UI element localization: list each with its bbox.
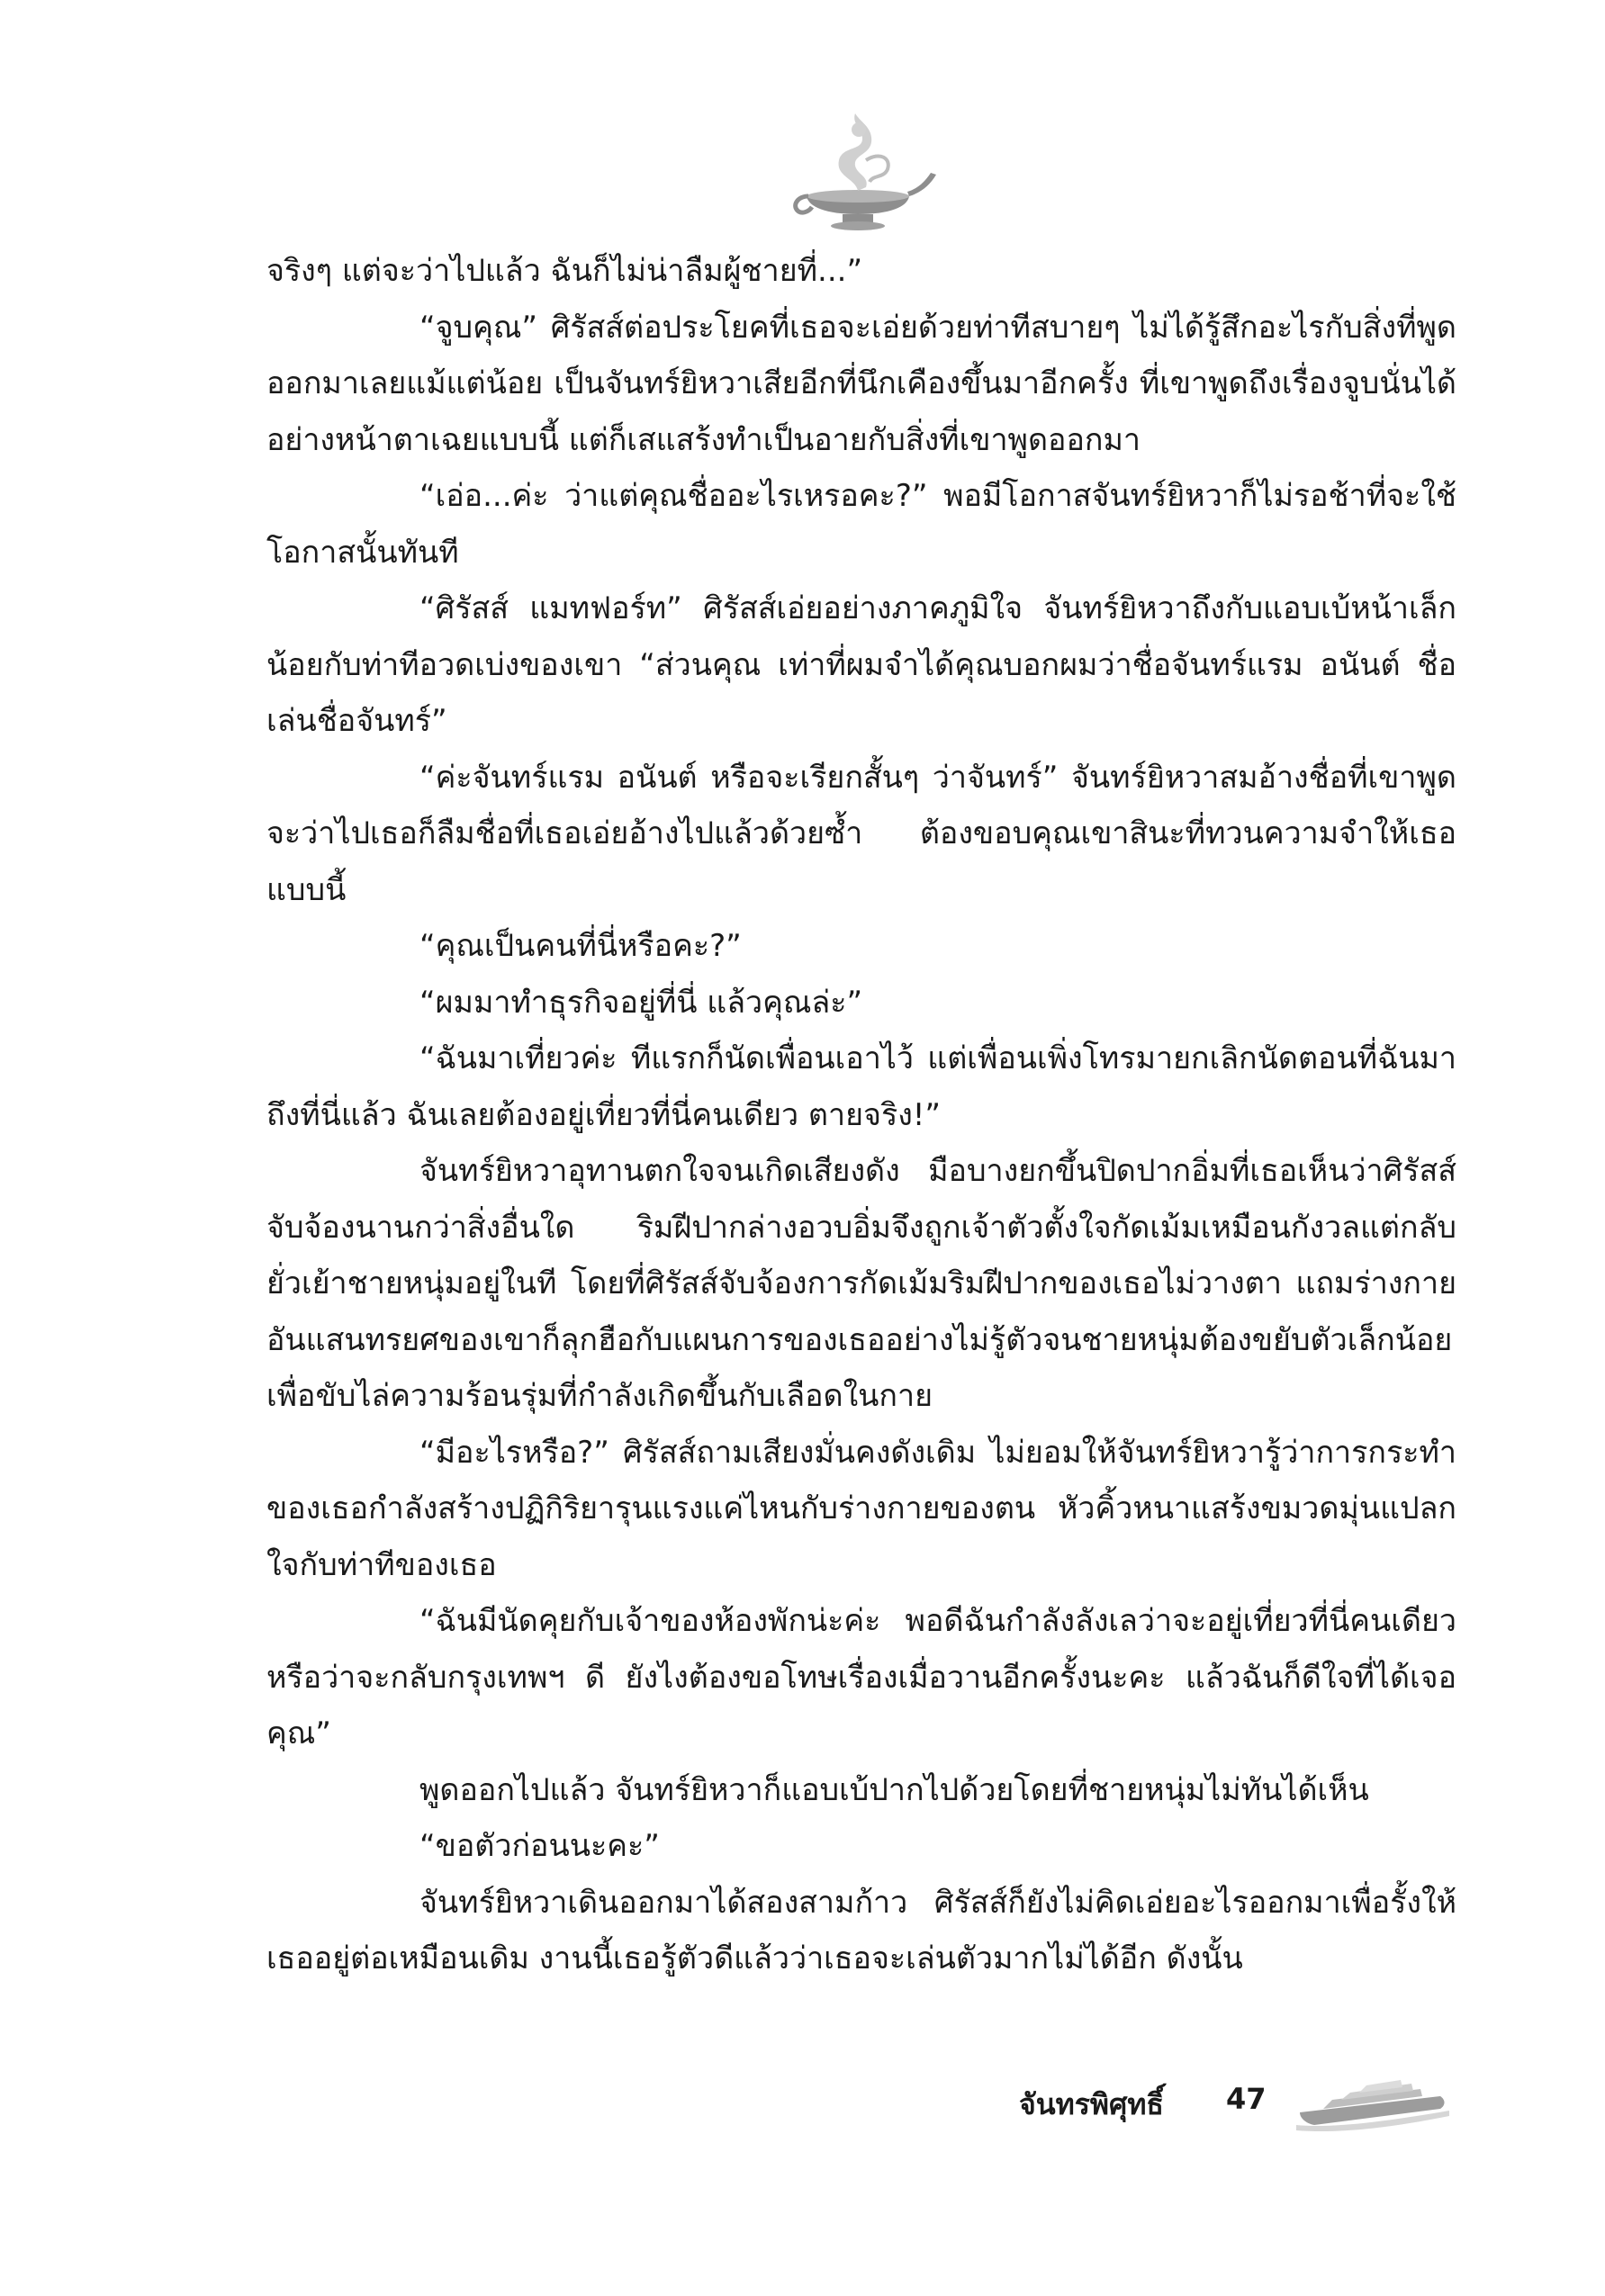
running-title: จันทรพิศุทธิ์ xyxy=(1019,2087,1164,2121)
paragraph: “ฉันมาเที่ยวค่ะ ทีแรกก็นัดเพื่อนเอาไว้ แต่เพื่อนเพิ่งโทรมายกเลิกนัดตอนที่ฉันมาถึงที่นี่แล้ว ฉันเลยต้องอยู่เที่ยวที่นี่คนเดียว ตายจริง!” xyxy=(266,1040,1456,1133)
paragraph: จันทร์ยิหวาเดินออกมาได้สองสามก้าว ศิรัสส์ก็ยังไม่คิดเอ่ยอะไรออกมาเพื่อรั้งให้เธออยู่ต่อเหมือนเดิม งานนี้เธอรู้ตัวดีแล้วว่าเธอจะเล่นตัวมากไม่ได้อีก ดังนั้น xyxy=(266,1884,1456,1976)
paragraph: “ขอตัวก่อนนะคะ” xyxy=(419,1828,660,1864)
page-footer xyxy=(990,2066,1494,2138)
paragraph: “ค่ะจันทร์แรม อนันต์ หรือจะเรียกสั้นๆ ว่าจันทร์” จันทร์ยิหวาสมอ้างชื่อที่เขาพูด จะว่าไปเธอก็ลืมชื่อที่เธอเอ่ยอ้างไปแล้วด้วยซ้ำ ต้องขอบคุณเขาสินะที่ทวนความจำให้เธอแบบนี้ xyxy=(266,759,1456,908)
paragraph: จริงๆ แต่จะว่าไปแล้ว ฉันก็ไม่น่าลืมผู้ชายที่...” xyxy=(266,253,863,289)
genie-lamp-icon xyxy=(772,106,943,250)
paragraph: “จูบคุณ” ศิรัสส์ต่อประโยคที่เธอจะเอ่ยด้วยท่าทีสบายๆ ไม่ได้รู้สึกอะไรกับสิ่งที่พูดออกมาเลยแม้แต่น้อย เป็นจันทร์ยิหวาเสียอีกที่นึกเคืองขึ้นมาอีกครั้ง ที่เขาพูดถึงเรื่องจูบนั่นได้อย่างหน้าตาเฉยแบบนี้ แต่ก็เสแสร้งทำเป็นอายกับสิ่งที่เขาพูดออกมา xyxy=(266,309,1456,458)
story-text xyxy=(266,243,1456,1987)
paragraph: “ศิรัสส์ แมทฟอร์ท” ศิรัสส์เอ่ยอย่างภาคภูมิใจ จันทร์ยิหวาถึงกับแอบเบ้หน้าเล็กน้อยกับท่าทีอวดเบ่งของเขา “ส่วนคุณ เท่าที่ผมจำได้คุณบอกผมว่าชื่อจันทร์แรม อนันต์ ชื่อเล่นชื่อจันทร์” xyxy=(266,590,1456,739)
paragraph: พูดออกไปแล้ว จันทร์ยิหวาก็แอบเบ้ปากไปด้วยโดยที่ชายหนุ่มไม่ทันได้เห็น xyxy=(419,1771,1369,1808)
paragraph: “คุณเป็นคนที่นี่หรือคะ?” xyxy=(419,928,742,964)
paragraph: “มีอะไรหรือ?” ศิรัสส์ถามเสียงมั่นคงดังเดิม ไม่ยอมให้จันทร์ยิหวารู้ว่าการกระทำของเธอกำลังสร้างปฏิกิริยารุนแรงแค่ไหนกับร่างกายของตน หัวคิ้วหนาแสร้งขมวดมุ่นแปลกใจกับท่าทีของเธอ xyxy=(266,1434,1456,1583)
paragraph: จันทร์ยิหวาอุทานตกใจจนเกิดเสียงดัง มือบางยกขึ้นปิดปากอิ่มที่เธอเห็นว่าศิรัสส์จับจ้องนานกว่าสิ่งอื่นใด ริมฝีปากล่างอวบอิ่มจึงถูกเจ้าตัวตั้งใจกัดเม้มเหมือนกังวลแต่กลับยั่วเย้าชายหนุ่มอยู่ในที โดยที่ศิรัสส์จับจ้องการกัดเม้มริมฝีปากของเธอไม่วางตา แถมร่างกายอันแสนทรยศของเขาก็ลุกฮือกับแผนการของเธออย่างไม่รู้ตัวจนชายหนุ่มต้องขยับตัวเล็กน้อยเพื่อขับไล่ความร้อนรุ่มที่กำลังเกิดขึ้นกับเลือดในกาย xyxy=(266,1153,1456,1414)
paragraph: “เอ่อ...ค่ะ ว่าแต่คุณชื่ออะไรเหรอคะ?” พอมีโอกาสจันทร์ยิหวาก็ไม่รอช้าที่จะใช้โอกาสนั้นทันที xyxy=(266,478,1456,571)
cruise-ship-icon xyxy=(1296,2066,1449,2138)
paragraph: “ผมมาทำธุรกิจอยู่ที่นี่ แล้วคุณล่ะ” xyxy=(419,984,863,1021)
page-number: 47 xyxy=(1226,2082,1267,2116)
paragraph: “ฉันมีนัดคุยกับเจ้าของห้องพักน่ะค่ะ พอดีฉันกำลังลังเลว่าจะอยู่เที่ยวที่นี่คนเดียว หรือว่าจะกลับกรุงเทพฯ ดี ยังไงต้องขอโทษเรื่องเมื่อวานอีกครั้งนะคะ แล้วฉันก็ดีใจที่ได้เจอคุณ” xyxy=(266,1603,1456,1751)
